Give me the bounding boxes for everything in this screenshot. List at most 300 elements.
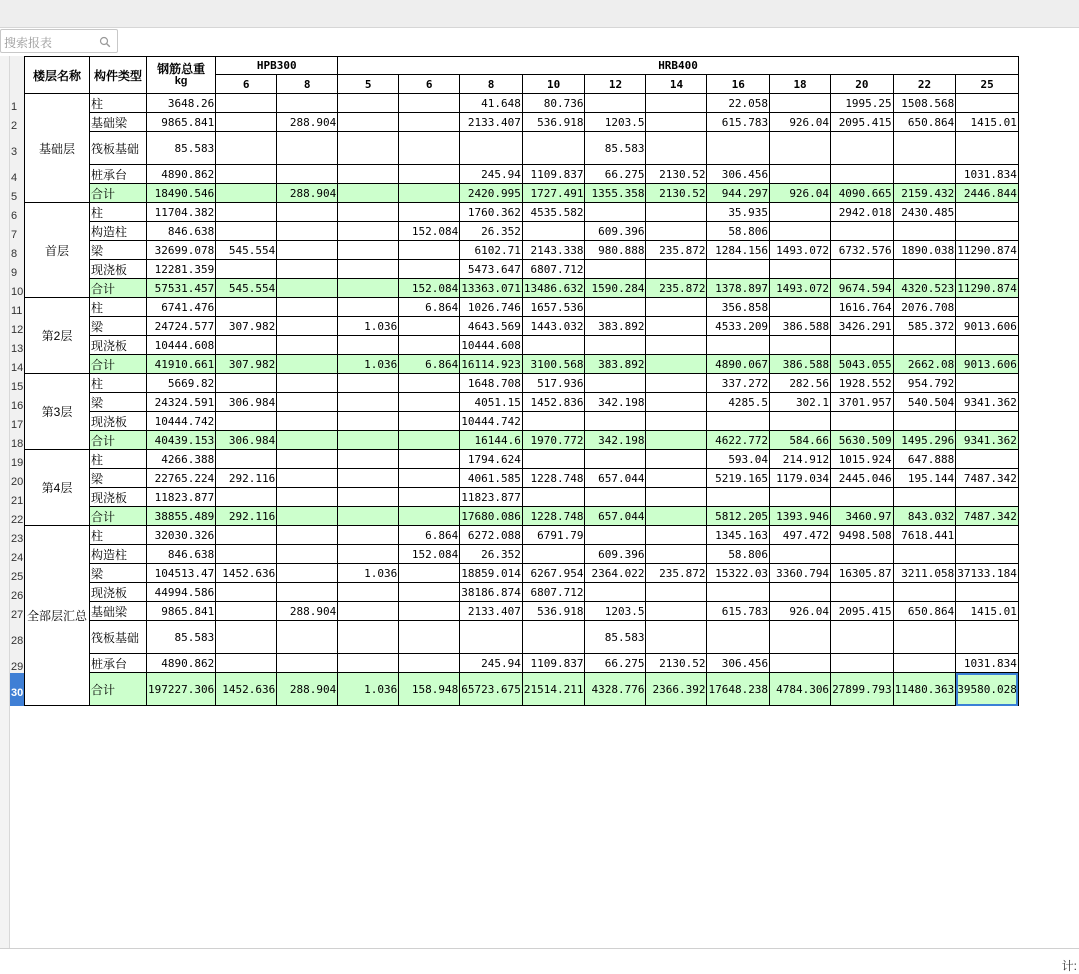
rebar-weight-cell[interactable] bbox=[399, 488, 460, 507]
rebar-weight-cell[interactable]: 7487.342 bbox=[956, 507, 1019, 526]
rebar-weight-cell[interactable]: 152.084 bbox=[399, 279, 460, 298]
rebar-weight-cell[interactable] bbox=[831, 621, 894, 654]
rebar-weight-cell[interactable]: 1890.038 bbox=[893, 241, 956, 260]
table-row[interactable] bbox=[25, 132, 1019, 165]
total-weight-cell[interactable]: 5669.82 bbox=[147, 374, 216, 393]
rebar-weight-cell[interactable] bbox=[399, 132, 460, 165]
rebar-weight-cell[interactable] bbox=[770, 203, 831, 222]
total-weight-cell[interactable]: 10444.608 bbox=[147, 336, 216, 355]
rebar-weight-cell[interactable] bbox=[399, 113, 460, 132]
rebar-weight-cell[interactable] bbox=[831, 165, 894, 184]
rebar-weight-cell[interactable]: 4890.067 bbox=[707, 355, 770, 374]
rebar-weight-cell[interactable] bbox=[338, 545, 399, 564]
rebar-weight-cell[interactable]: 2133.407 bbox=[460, 602, 523, 621]
rebar-weight-cell[interactable]: 2095.415 bbox=[831, 113, 894, 132]
rebar-weight-cell[interactable]: 6732.576 bbox=[831, 241, 894, 260]
total-weight-cell[interactable]: 11823.877 bbox=[147, 488, 216, 507]
rebar-weight-cell[interactable]: 954.792 bbox=[893, 374, 956, 393]
rebar-weight-cell[interactable]: 2095.415 bbox=[831, 602, 894, 621]
rebar-weight-cell[interactable] bbox=[956, 222, 1019, 241]
rebar-weight-cell[interactable]: 17648.238 bbox=[707, 673, 770, 706]
row-number[interactable]: 29 bbox=[11, 660, 24, 673]
row-number[interactable]: 17 bbox=[11, 418, 24, 431]
component-type-cell[interactable]: 桩承台 bbox=[90, 654, 147, 673]
table-row[interactable] bbox=[25, 450, 1019, 469]
rebar-weight-cell[interactable] bbox=[646, 113, 707, 132]
rebar-weight-cell[interactable]: 292.116 bbox=[216, 469, 277, 488]
component-type-cell[interactable]: 构造柱 bbox=[90, 222, 147, 241]
rebar-weight-cell[interactable]: 195.144 bbox=[893, 469, 956, 488]
row-number[interactable]: 11 bbox=[11, 304, 23, 317]
total-weight-cell[interactable]: 85.583 bbox=[147, 132, 216, 165]
rebar-weight-cell[interactable] bbox=[277, 336, 338, 355]
rebar-weight-cell[interactable]: 1794.624 bbox=[460, 450, 523, 469]
row-number[interactable]: 30 bbox=[10, 673, 24, 706]
rebar-weight-cell[interactable]: 1355.358 bbox=[585, 184, 646, 203]
table-row[interactable] bbox=[25, 336, 1019, 355]
rebar-weight-cell[interactable]: 6.864 bbox=[399, 355, 460, 374]
component-type-cell[interactable]: 合计 bbox=[90, 673, 147, 706]
rebar-weight-cell[interactable] bbox=[216, 203, 277, 222]
floor-name-cell[interactable]: 第4层 bbox=[25, 450, 90, 526]
component-type-cell[interactable]: 梁 bbox=[90, 317, 147, 336]
rebar-weight-cell[interactable] bbox=[460, 132, 523, 165]
rebar-weight-cell[interactable] bbox=[522, 132, 585, 165]
rebar-weight-cell[interactable]: 584.66 bbox=[770, 431, 831, 450]
row-number[interactable]: 18 bbox=[11, 437, 24, 450]
rebar-weight-cell[interactable]: 22.058 bbox=[707, 94, 770, 113]
rebar-weight-cell[interactable] bbox=[399, 412, 460, 431]
table-row[interactable] bbox=[25, 355, 1019, 374]
rebar-weight-cell[interactable]: 9341.362 bbox=[956, 393, 1019, 412]
rebar-weight-cell[interactable] bbox=[522, 336, 585, 355]
rebar-weight-cell[interactable] bbox=[893, 621, 956, 654]
rebar-weight-cell[interactable] bbox=[399, 241, 460, 260]
rebar-weight-cell[interactable]: 1026.746 bbox=[460, 298, 523, 317]
component-type-cell[interactable]: 现浇板 bbox=[90, 488, 147, 507]
rebar-weight-cell[interactable]: 21514.211 bbox=[522, 673, 585, 706]
rebar-weight-cell[interactable] bbox=[585, 450, 646, 469]
rebar-weight-cell[interactable]: 2366.392 bbox=[646, 673, 707, 706]
table-row[interactable] bbox=[25, 374, 1019, 393]
rebar-weight-cell[interactable] bbox=[831, 545, 894, 564]
rebar-weight-cell[interactable] bbox=[216, 450, 277, 469]
rebar-weight-cell[interactable] bbox=[956, 94, 1019, 113]
table-row[interactable] bbox=[25, 602, 1019, 621]
rebar-weight-cell[interactable]: 980.888 bbox=[585, 241, 646, 260]
table-row[interactable] bbox=[25, 184, 1019, 203]
rebar-weight-cell[interactable] bbox=[338, 132, 399, 165]
rebar-weight-cell[interactable] bbox=[277, 469, 338, 488]
total-weight-cell[interactable]: 846.638 bbox=[147, 545, 216, 564]
rebar-weight-cell[interactable]: 615.783 bbox=[707, 602, 770, 621]
rebar-weight-cell[interactable] bbox=[893, 583, 956, 602]
rebar-weight-cell[interactable]: 2130.52 bbox=[646, 184, 707, 203]
rebar-weight-cell[interactable]: 58.806 bbox=[707, 545, 770, 564]
row-number[interactable]: 15 bbox=[11, 380, 24, 393]
rebar-weight-cell[interactable]: 58.806 bbox=[707, 222, 770, 241]
total-weight-cell[interactable]: 6741.476 bbox=[147, 298, 216, 317]
rebar-weight-cell[interactable] bbox=[399, 336, 460, 355]
rebar-weight-cell[interactable] bbox=[646, 450, 707, 469]
rebar-weight-cell[interactable]: 9341.362 bbox=[956, 431, 1019, 450]
rebar-weight-cell[interactable] bbox=[585, 94, 646, 113]
row-number[interactable]: 1 bbox=[11, 100, 18, 113]
rebar-weight-cell[interactable] bbox=[277, 94, 338, 113]
rebar-weight-cell[interactable] bbox=[277, 583, 338, 602]
rebar-weight-cell[interactable]: 307.982 bbox=[216, 355, 277, 374]
rebar-weight-cell[interactable] bbox=[399, 393, 460, 412]
table-row[interactable] bbox=[25, 621, 1019, 654]
component-type-cell[interactable]: 柱 bbox=[90, 526, 147, 545]
rebar-weight-cell[interactable]: 1109.837 bbox=[522, 165, 585, 184]
row-number[interactable]: 20 bbox=[11, 475, 24, 488]
rebar-weight-cell[interactable] bbox=[460, 621, 523, 654]
total-weight-cell[interactable]: 41910.661 bbox=[147, 355, 216, 374]
rebar-weight-cell[interactable]: 13486.632 bbox=[522, 279, 585, 298]
table-row[interactable] bbox=[25, 507, 1019, 526]
rebar-weight-cell[interactable] bbox=[399, 450, 460, 469]
rebar-weight-cell[interactable]: 1179.034 bbox=[770, 469, 831, 488]
rebar-weight-cell[interactable] bbox=[338, 241, 399, 260]
rebar-weight-cell[interactable] bbox=[956, 412, 1019, 431]
rebar-weight-cell[interactable] bbox=[707, 621, 770, 654]
component-type-cell[interactable]: 筏板基础 bbox=[90, 132, 147, 165]
total-weight-cell[interactable]: 3648.26 bbox=[147, 94, 216, 113]
rebar-weight-cell[interactable] bbox=[399, 317, 460, 336]
rebar-weight-cell[interactable] bbox=[646, 431, 707, 450]
rebar-weight-cell[interactable]: 4051.15 bbox=[460, 393, 523, 412]
floor-name-cell[interactable]: 第2层 bbox=[25, 298, 90, 374]
rebar-weight-cell[interactable] bbox=[399, 431, 460, 450]
rebar-weight-cell[interactable]: 383.892 bbox=[585, 317, 646, 336]
rebar-weight-cell[interactable]: 4622.772 bbox=[707, 431, 770, 450]
rebar-weight-cell[interactable] bbox=[585, 526, 646, 545]
rebar-weight-cell[interactable] bbox=[216, 654, 277, 673]
rebar-weight-cell[interactable]: 540.504 bbox=[893, 393, 956, 412]
rebar-weight-cell[interactable]: 337.272 bbox=[707, 374, 770, 393]
rebar-weight-cell[interactable] bbox=[893, 336, 956, 355]
rebar-weight-cell[interactable] bbox=[216, 132, 277, 165]
rebar-weight-cell[interactable] bbox=[277, 526, 338, 545]
rebar-weight-cell[interactable]: 66.275 bbox=[585, 165, 646, 184]
rebar-weight-cell[interactable]: 35.935 bbox=[707, 203, 770, 222]
rebar-weight-cell[interactable] bbox=[646, 260, 707, 279]
rebar-weight-cell[interactable]: 9013.606 bbox=[956, 355, 1019, 374]
rebar-weight-cell[interactable] bbox=[770, 132, 831, 165]
rebar-weight-cell[interactable] bbox=[522, 222, 585, 241]
rebar-weight-cell[interactable]: 609.396 bbox=[585, 222, 646, 241]
table-row[interactable] bbox=[25, 317, 1019, 336]
rebar-weight-cell[interactable] bbox=[399, 564, 460, 583]
rebar-weight-cell[interactable]: 2130.52 bbox=[646, 654, 707, 673]
rebar-weight-cell[interactable]: 41.648 bbox=[460, 94, 523, 113]
rebar-weight-cell[interactable] bbox=[893, 488, 956, 507]
rebar-weight-cell[interactable]: 1452.836 bbox=[522, 393, 585, 412]
rebar-weight-cell[interactable]: 657.044 bbox=[585, 507, 646, 526]
rebar-weight-cell[interactable]: 6.864 bbox=[399, 526, 460, 545]
rebar-weight-cell[interactable] bbox=[216, 94, 277, 113]
row-number[interactable]: 21 bbox=[11, 494, 24, 507]
rebar-weight-cell[interactable]: 6807.712 bbox=[522, 260, 585, 279]
rebar-weight-cell[interactable]: 1228.748 bbox=[522, 507, 585, 526]
rebar-weight-cell[interactable] bbox=[646, 374, 707, 393]
rebar-weight-cell[interactable]: 6272.088 bbox=[460, 526, 523, 545]
rebar-weight-cell[interactable]: 11290.874 bbox=[956, 279, 1019, 298]
rebar-weight-cell[interactable]: 5473.647 bbox=[460, 260, 523, 279]
rebar-weight-cell[interactable] bbox=[893, 412, 956, 431]
rebar-weight-cell[interactable]: 1657.536 bbox=[522, 298, 585, 317]
rebar-weight-cell[interactable]: 245.94 bbox=[460, 654, 523, 673]
rebar-weight-cell[interactable] bbox=[277, 488, 338, 507]
rebar-weight-cell[interactable] bbox=[956, 450, 1019, 469]
rebar-weight-cell[interactable] bbox=[585, 412, 646, 431]
total-weight-cell[interactable]: 4890.862 bbox=[147, 165, 216, 184]
component-type-cell[interactable]: 柱 bbox=[90, 450, 147, 469]
rebar-weight-cell[interactable]: 1443.032 bbox=[522, 317, 585, 336]
table-row[interactable] bbox=[25, 222, 1019, 241]
rebar-weight-cell[interactable]: 10444.742 bbox=[460, 412, 523, 431]
rebar-weight-cell[interactable] bbox=[338, 393, 399, 412]
rebar-weight-cell[interactable]: 38186.874 bbox=[460, 583, 523, 602]
rebar-weight-cell[interactable] bbox=[338, 94, 399, 113]
rebar-weight-cell[interactable] bbox=[216, 222, 277, 241]
rebar-weight-cell[interactable] bbox=[585, 488, 646, 507]
rebar-weight-cell[interactable] bbox=[770, 545, 831, 564]
rebar-weight-cell[interactable]: 545.554 bbox=[216, 241, 277, 260]
rebar-weight-cell[interactable] bbox=[399, 507, 460, 526]
row-number[interactable]: 3 bbox=[11, 145, 18, 158]
rebar-weight-cell[interactable] bbox=[770, 222, 831, 241]
table-row[interactable] bbox=[25, 94, 1019, 113]
rebar-weight-cell[interactable]: 1345.163 bbox=[707, 526, 770, 545]
table-row[interactable] bbox=[25, 298, 1019, 317]
rebar-weight-cell[interactable] bbox=[770, 654, 831, 673]
rebar-weight-cell[interactable] bbox=[646, 412, 707, 431]
rebar-weight-cell[interactable] bbox=[216, 545, 277, 564]
rebar-weight-cell[interactable]: 16114.923 bbox=[460, 355, 523, 374]
rebar-weight-cell[interactable] bbox=[399, 165, 460, 184]
component-type-cell[interactable]: 柱 bbox=[90, 203, 147, 222]
row-number[interactable]: 7 bbox=[11, 228, 18, 241]
rebar-weight-cell[interactable]: 9498.508 bbox=[831, 526, 894, 545]
rebar-weight-cell[interactable]: 1415.01 bbox=[956, 113, 1019, 132]
row-number[interactable]: 8 bbox=[11, 247, 18, 260]
rebar-weight-cell[interactable]: 1378.897 bbox=[707, 279, 770, 298]
rebar-weight-cell[interactable]: 235.872 bbox=[646, 241, 707, 260]
rebar-weight-cell[interactable] bbox=[893, 260, 956, 279]
rebar-weight-cell[interactable] bbox=[338, 602, 399, 621]
row-number[interactable]: 2 bbox=[11, 119, 18, 132]
rebar-weight-cell[interactable] bbox=[646, 469, 707, 488]
row-number[interactable]: 19 bbox=[11, 456, 24, 469]
component-type-cell[interactable]: 梁 bbox=[90, 393, 147, 412]
rebar-weight-cell[interactable] bbox=[770, 621, 831, 654]
total-weight-cell[interactable]: 24724.577 bbox=[147, 317, 216, 336]
floor-name-cell[interactable]: 全部层汇总 bbox=[25, 526, 90, 706]
rebar-weight-cell[interactable] bbox=[770, 412, 831, 431]
rebar-weight-cell[interactable]: 4533.209 bbox=[707, 317, 770, 336]
rebar-weight-cell[interactable] bbox=[277, 412, 338, 431]
rebar-weight-cell[interactable] bbox=[399, 184, 460, 203]
component-type-cell[interactable]: 柱 bbox=[90, 94, 147, 113]
rebar-weight-cell[interactable]: 1.036 bbox=[338, 317, 399, 336]
rebar-weight-cell[interactable]: 27899.793 bbox=[831, 673, 894, 706]
rebar-weight-cell[interactable] bbox=[277, 654, 338, 673]
total-weight-cell[interactable]: 18490.546 bbox=[147, 184, 216, 203]
table-row[interactable] bbox=[25, 654, 1019, 673]
component-type-cell[interactable]: 现浇板 bbox=[90, 583, 147, 602]
rebar-weight-cell[interactable]: 26.352 bbox=[460, 222, 523, 241]
rebar-weight-cell[interactable]: 2445.046 bbox=[831, 469, 894, 488]
rebar-weight-cell[interactable] bbox=[770, 488, 831, 507]
rebar-weight-cell[interactable] bbox=[338, 412, 399, 431]
rebar-weight-cell[interactable]: 306.984 bbox=[216, 431, 277, 450]
rebar-weight-cell[interactable] bbox=[277, 450, 338, 469]
rebar-weight-cell[interactable] bbox=[216, 526, 277, 545]
rebar-weight-cell[interactable] bbox=[646, 488, 707, 507]
rebar-weight-cell[interactable] bbox=[831, 412, 894, 431]
component-type-cell[interactable]: 合计 bbox=[90, 184, 147, 203]
rebar-weight-cell[interactable] bbox=[338, 336, 399, 355]
row-number[interactable]: 24 bbox=[11, 551, 24, 564]
rebar-weight-cell[interactable] bbox=[831, 336, 894, 355]
rebar-weight-cell[interactable]: 158.948 bbox=[399, 673, 460, 706]
rebar-weight-cell[interactable] bbox=[646, 317, 707, 336]
rebar-weight-cell[interactable]: 2430.485 bbox=[893, 203, 956, 222]
total-weight-cell[interactable]: 40439.153 bbox=[147, 431, 216, 450]
rebar-weight-cell[interactable] bbox=[277, 222, 338, 241]
rebar-weight-cell[interactable]: 2942.018 bbox=[831, 203, 894, 222]
total-weight-cell[interactable]: 10444.742 bbox=[147, 412, 216, 431]
rebar-weight-cell[interactable] bbox=[770, 260, 831, 279]
rebar-weight-cell[interactable]: 1493.072 bbox=[770, 241, 831, 260]
rebar-weight-cell[interactable]: 4643.569 bbox=[460, 317, 523, 336]
rebar-weight-cell[interactable]: 7487.342 bbox=[956, 469, 1019, 488]
rebar-weight-cell[interactable] bbox=[216, 336, 277, 355]
rebar-weight-cell[interactable] bbox=[585, 298, 646, 317]
rebar-weight-cell[interactable]: 1393.946 bbox=[770, 507, 831, 526]
rebar-weight-cell[interactable] bbox=[216, 621, 277, 654]
component-type-cell[interactable]: 构造柱 bbox=[90, 545, 147, 564]
rebar-weight-cell[interactable]: 1031.834 bbox=[956, 654, 1019, 673]
rebar-weight-cell[interactable] bbox=[646, 355, 707, 374]
rebar-weight-cell[interactable]: 3460.97 bbox=[831, 507, 894, 526]
rebar-weight-cell[interactable] bbox=[831, 260, 894, 279]
rebar-weight-cell[interactable]: 1590.284 bbox=[585, 279, 646, 298]
rebar-weight-cell[interactable]: 6.864 bbox=[399, 298, 460, 317]
table-row[interactable] bbox=[25, 469, 1019, 488]
rebar-weight-cell[interactable]: 152.084 bbox=[399, 545, 460, 564]
rebar-weight-cell[interactable] bbox=[338, 222, 399, 241]
rebar-weight-cell[interactable] bbox=[277, 564, 338, 583]
component-type-cell[interactable]: 基础梁 bbox=[90, 113, 147, 132]
rebar-weight-cell[interactable] bbox=[893, 132, 956, 165]
total-weight-cell[interactable]: 22765.224 bbox=[147, 469, 216, 488]
rebar-weight-cell[interactable]: 9674.594 bbox=[831, 279, 894, 298]
rebar-weight-cell[interactable] bbox=[956, 336, 1019, 355]
total-weight-cell[interactable]: 846.638 bbox=[147, 222, 216, 241]
rebar-weight-cell[interactable]: 288.904 bbox=[277, 184, 338, 203]
table-row[interactable] bbox=[25, 279, 1019, 298]
rebar-weight-cell[interactable] bbox=[956, 545, 1019, 564]
rebar-weight-cell[interactable]: 4090.665 bbox=[831, 184, 894, 203]
floor-name-cell[interactable]: 首层 bbox=[25, 203, 90, 298]
total-weight-cell[interactable]: 32030.326 bbox=[147, 526, 216, 545]
rebar-weight-cell[interactable]: 615.783 bbox=[707, 113, 770, 132]
rebar-weight-cell[interactable]: 2446.844 bbox=[956, 184, 1019, 203]
rebar-weight-cell[interactable] bbox=[216, 184, 277, 203]
rebar-weight-cell[interactable]: 926.04 bbox=[770, 113, 831, 132]
floor-name-cell[interactable]: 基础层 bbox=[25, 94, 90, 203]
rebar-weight-cell[interactable]: 11290.874 bbox=[956, 241, 1019, 260]
table-row[interactable] bbox=[25, 412, 1019, 431]
table-row[interactable] bbox=[25, 564, 1019, 583]
total-weight-cell[interactable]: 104513.47 bbox=[147, 564, 216, 583]
rebar-weight-cell[interactable] bbox=[770, 336, 831, 355]
rebar-weight-cell[interactable]: 3360.794 bbox=[770, 564, 831, 583]
rebar-weight-cell[interactable] bbox=[399, 583, 460, 602]
row-number[interactable]: 12 bbox=[11, 323, 24, 336]
rebar-weight-cell[interactable] bbox=[338, 507, 399, 526]
rebar-weight-cell[interactable]: 657.044 bbox=[585, 469, 646, 488]
rebar-weight-cell[interactable] bbox=[338, 113, 399, 132]
rebar-weight-cell[interactable] bbox=[277, 165, 338, 184]
rebar-weight-cell[interactable]: 342.198 bbox=[585, 393, 646, 412]
rebar-weight-cell[interactable]: 536.918 bbox=[522, 602, 585, 621]
component-type-cell[interactable]: 梁 bbox=[90, 469, 147, 488]
rebar-weight-cell[interactable] bbox=[585, 583, 646, 602]
rebar-weight-cell[interactable] bbox=[522, 488, 585, 507]
rebar-weight-cell[interactable]: 3701.957 bbox=[831, 393, 894, 412]
rebar-weight-cell[interactable]: 1970.772 bbox=[522, 431, 585, 450]
rebar-weight-cell[interactable]: 16144.6 bbox=[460, 431, 523, 450]
total-weight-cell[interactable]: 32699.078 bbox=[147, 241, 216, 260]
rebar-weight-cell[interactable]: 5630.509 bbox=[831, 431, 894, 450]
rebar-weight-cell[interactable]: 2143.338 bbox=[522, 241, 585, 260]
rebar-weight-cell[interactable]: 1.036 bbox=[338, 355, 399, 374]
row-number[interactable]: 26 bbox=[11, 589, 24, 602]
total-weight-cell[interactable]: 197227.306 bbox=[147, 673, 216, 706]
rebar-weight-cell[interactable] bbox=[216, 113, 277, 132]
rebar-weight-cell[interactable] bbox=[216, 165, 277, 184]
rebar-weight-cell[interactable] bbox=[216, 583, 277, 602]
rebar-weight-cell[interactable] bbox=[646, 583, 707, 602]
rebar-weight-cell[interactable]: 1.036 bbox=[338, 564, 399, 583]
total-weight-cell[interactable]: 44994.586 bbox=[147, 583, 216, 602]
row-number[interactable]: 27 bbox=[11, 608, 24, 621]
rebar-weight-cell[interactable] bbox=[277, 545, 338, 564]
rebar-weight-cell[interactable] bbox=[338, 450, 399, 469]
rebar-weight-cell[interactable]: 4328.776 bbox=[585, 673, 646, 706]
rebar-weight-cell[interactable] bbox=[646, 602, 707, 621]
rebar-weight-cell[interactable] bbox=[956, 583, 1019, 602]
total-weight-cell[interactable]: 12281.359 bbox=[147, 260, 216, 279]
rebar-weight-cell[interactable] bbox=[770, 94, 831, 113]
rebar-weight-cell[interactable]: 1760.362 bbox=[460, 203, 523, 222]
rebar-weight-cell[interactable]: 1648.708 bbox=[460, 374, 523, 393]
rebar-weight-cell[interactable] bbox=[399, 602, 460, 621]
component-type-cell[interactable]: 筏板基础 bbox=[90, 621, 147, 654]
rebar-weight-cell[interactable] bbox=[399, 94, 460, 113]
row-number[interactable]: 23 bbox=[11, 532, 24, 545]
rebar-weight-cell[interactable] bbox=[216, 260, 277, 279]
rebar-weight-cell[interactable]: 307.982 bbox=[216, 317, 277, 336]
rebar-weight-cell[interactable] bbox=[956, 132, 1019, 165]
rebar-weight-cell[interactable] bbox=[646, 526, 707, 545]
rebar-weight-cell[interactable]: 214.912 bbox=[770, 450, 831, 469]
rebar-weight-cell[interactable] bbox=[277, 393, 338, 412]
